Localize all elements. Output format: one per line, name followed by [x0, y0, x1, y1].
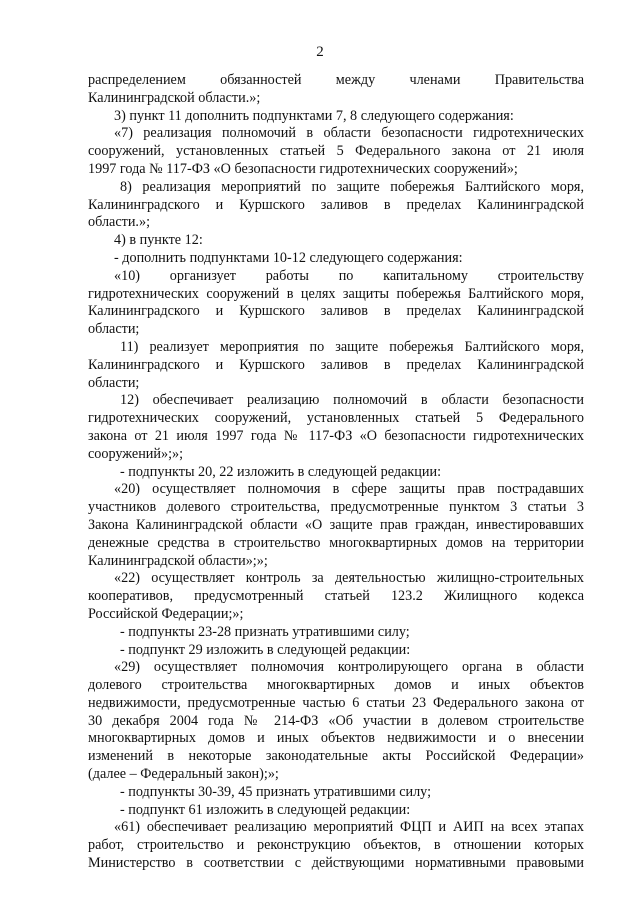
text-line: 12) обеспечивает реализацию полномочий в области безопасности — [120, 392, 584, 409]
text-line: работ, строительство и реконструкцию объектов, в отношении которых — [88, 837, 584, 854]
text-line: - подпункты 23-28 признать утратившими силу; — [120, 623, 410, 640]
text-line: Калининградского и Куршского заливов в пределах Калининградской — [88, 196, 584, 213]
text-line: кооперативов, предусмотренный статьей 123.2 Жилищного кодекса — [88, 588, 584, 605]
text-line: гидротехнических сооружений в целях защиты побережья Балтийского моря, — [88, 285, 584, 302]
text-line: сооружений, установленных статьей 5 Федерального закона от 21 июля — [88, 143, 584, 160]
page-number: 2 — [316, 44, 324, 60]
text-line: области; — [88, 374, 140, 391]
text-line: 4) в пункте 12: — [114, 232, 203, 249]
text-line: Калининградской области»;»; — [88, 552, 268, 569]
document-body — [88, 72, 584, 873]
text-line: денежные средства в строительство многоквартирных домов на территории — [88, 534, 584, 551]
text-line: «29) осуществляет полномочия контролирующего органа в области — [114, 659, 584, 676]
text-line: изменений в некоторые законодательные акты Российской Федерации» — [88, 748, 584, 765]
text-line: Закона Калининградской области «О защите прав граждан, инвестировавших — [88, 516, 584, 533]
text-line: 8) реализация мероприятий по защите побережья Балтийского моря, — [120, 178, 584, 195]
text-line: Калининградского и Куршского заливов в пределах Калининградской — [88, 356, 584, 373]
text-line: «10) организует работы по капитальному строительству — [114, 267, 584, 284]
text-line: закона от 21 июля 1997 года № 117-ФЗ «О безопасности гидротехнических — [88, 427, 584, 444]
text-line: 11) реализует мероприятия по защите побережья Балтийского моря, — [120, 338, 584, 355]
text-line: «61) обеспечивает реализацию мероприятий ФЦП и АИП на всех этапах — [114, 819, 584, 836]
text-line: «20) осуществляет полномочия в сфере защиты прав пострадавших — [114, 481, 584, 498]
text-line: - дополнить подпунктами 10-12 следующего содержания: — [114, 249, 463, 266]
text-line: области; — [88, 321, 140, 338]
text-line: недвижимости, предусмотренные частью 6 статьи 23 Федерального закона от — [88, 694, 584, 711]
text-line: 1997 года № 117-ФЗ «О безопасности гидротехнических сооружений»; — [88, 160, 518, 177]
text-line: - подпункт 61 изложить в следующей редакции: — [120, 801, 411, 818]
text-line: многоквартирных домов и иных объектов недвижимости и о внесении — [88, 730, 584, 747]
text-line: «22) осуществляет контроль за деятельностью жилищно-строительных — [114, 570, 584, 587]
text-line: долевого строительства многоквартирных домов и иных объектов — [88, 677, 584, 694]
text-line: сооружений»;»; — [88, 445, 184, 462]
text-line: «7) реализация полномочий в области безопасности гидротехнических — [114, 125, 584, 142]
text-line: Калининградской области.»; — [88, 89, 261, 106]
text-line: распределением обязанностей между членами Правительства — [88, 72, 584, 88]
text-line: 3) пункт 11 дополнить подпунктами 7, 8 следующего содержания: — [114, 107, 514, 124]
text-line: области.»; — [88, 214, 151, 231]
text-line: Министерство в соответствии с действующими нормативными правовыми — [88, 855, 584, 872]
text-line: - подпункт 29 изложить в следующей редакции: — [120, 641, 411, 658]
text-line: участников долевого строительства, предусмотренные пунктом 3 статьи 3 — [88, 499, 584, 516]
text-line: Российской Федерации;»; — [88, 605, 244, 622]
text-line: 30 декабря 2004 года № 214-ФЗ «Об участии в долевом строительстве — [88, 712, 584, 729]
text-line: гидротехнических сооружений, установленных статьей 5 Федерального — [88, 410, 584, 427]
text-line: (далее – Федеральный закон);»; — [88, 766, 279, 783]
text-line: - подпункты 30-39, 45 признать утратившими силу; — [120, 783, 432, 800]
text-line: Калининградского и Куршского заливов в пределах Калининградской — [88, 303, 584, 320]
text-line: - подпункты 20, 22 изложить в следующей редакции: — [120, 463, 442, 480]
